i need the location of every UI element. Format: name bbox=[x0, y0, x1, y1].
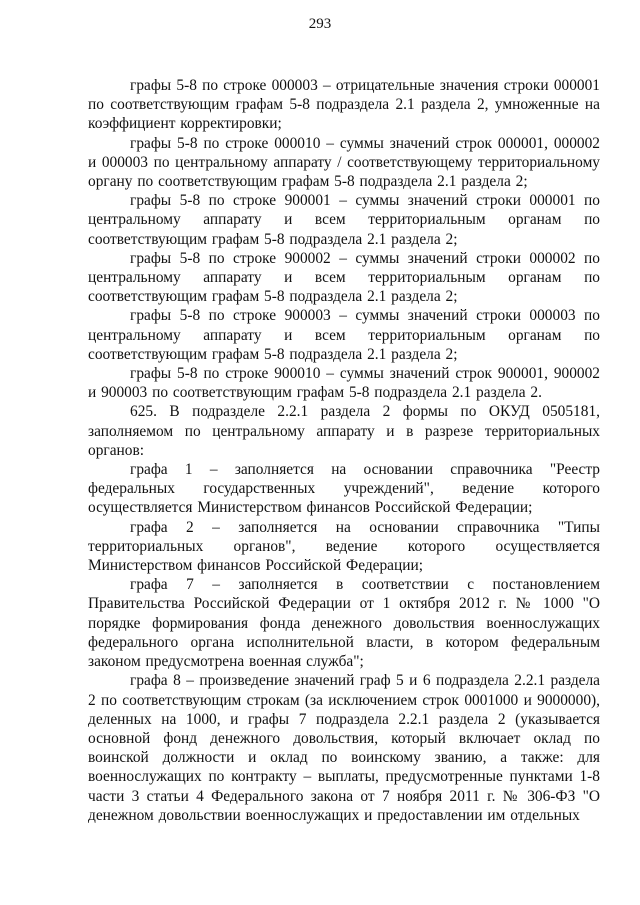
document-body bbox=[88, 76, 600, 825]
paragraph-graphs-900003: графы 5-8 по строке 900003 – суммы значений строки 000003 по центральному аппарату и всем территориальным органам по соответствующим графам 5-8 подраздела 2.1 раздела 2; bbox=[88, 307, 600, 363]
paragraph-graphs-900010: графы 5-8 по строке 900010 – суммы значений строк 900001, 900002 и 900003 по соответствующим графам 5-8 подраздела 2.1 раздела 2. bbox=[88, 365, 600, 402]
paragraph-graphs-900002: графы 5-8 по строке 900002 – суммы значений строки 000002 по центральному аппарату и всем территориальным органам по соответствующим графам 5-8 подраздела 2.1 раздела 2; bbox=[88, 249, 600, 306]
paragraph-graph-7: графа 7 – заполняется в соответствии с постановлением Правительства Российской Федерации от 1 октября 2012 г. № 1000 "О порядке формирования фонда денежного довольствия военнослужащих федерального органа исполнительной власти, в котором федеральным законом предусмотрена военная служба"; bbox=[88, 576, 600, 671]
paragraph-graphs-000003: графы 5-8 по строке 000003 – отрицательные значения строки 000001 по соответствующим графам 5-8 подраздела 2.1 раздела 2, умноженные на коэффициент корректировки; bbox=[88, 77, 600, 133]
paragraph-item-625: 625. В подразделе 2.2.1 раздела 2 формы по ОКУД 0505181, заполняемом по центральному аппарату и в разрезе территориальных органов: bbox=[88, 403, 600, 459]
paragraph-graphs-000010: графы 5-8 по строке 000010 – суммы значений строк 000001, 000002 и 000003 по центральному аппарату / соответствующему территориальному органу по соответствующим графам 5-8 подраздела 2.1 раздела 2; bbox=[88, 134, 600, 191]
page-number: 293 bbox=[308, 16, 332, 32]
paragraph-graphs-900001: графы 5-8 по строке 900001 – суммы значений строки 000001 по центральному аппарату и всем территориальным органам по соответствующим графам 5-8 подраздела 2.1 раздела 2; bbox=[88, 192, 600, 248]
paragraph-graph-2: графа 2 – заполняется на основании справочника "Типы территориальных органов", ведение которого осуществляется Министерством финансов Российской Федерации; bbox=[88, 518, 600, 575]
paragraph-graph-1: графа 1 – заполняется на основании справочника "Реестр федеральных государственных учреждений", ведение которого осуществляется Министерством финансов Российской Федерации; bbox=[88, 461, 600, 517]
paragraph-graph-8: графа 8 – произведение значений граф 5 и 6 подраздела 2.2.1 раздела 2 по соответствующим строкам (за исключением строк 0001000 и 9000000), деленных на 1000, и графы 7 подраздела 2.2.1 раздела 2 (указывается основной фонд денежного довольствия, который включает оклад по воинской должности и оклад по воинскому званию, а также: для военнослужащих по контракту – выплаты, предусмотренные пунктами 1-8 части 3 статьи 4 Федерального закона от 7 ноября 2011 г. № 306-ФЗ "О денежном довольствии военнослужащих и предоставлении им отдельных bbox=[88, 672, 600, 824]
